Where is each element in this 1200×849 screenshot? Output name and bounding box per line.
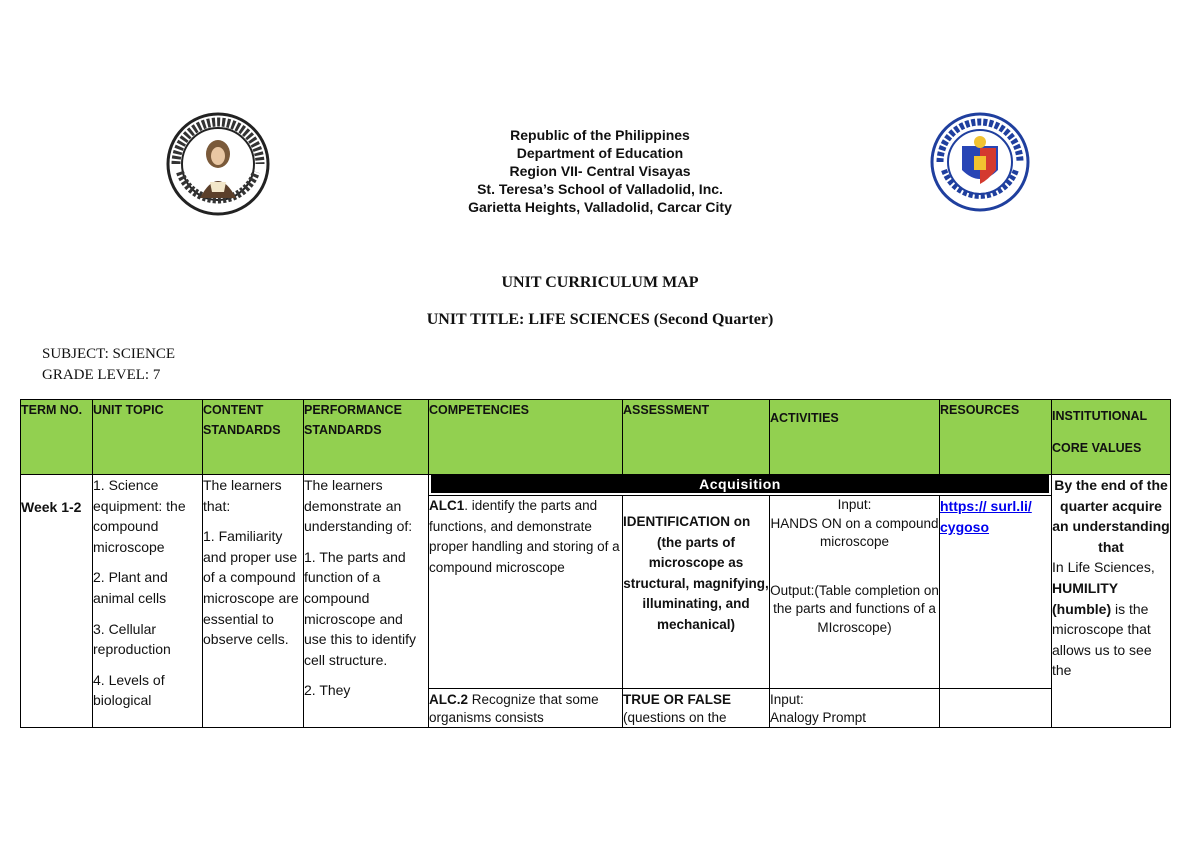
values-body bbox=[1052, 557, 1170, 681]
content-item: 1. Familiarity and proper use of a compound microscope are essential to observe cells. bbox=[203, 528, 299, 648]
header-performance-standards: PERFORMANCE STANDARDS bbox=[304, 400, 429, 475]
unit-topic-cell bbox=[93, 475, 203, 728]
resource-link[interactable]: https:// surl.li/ cygoso bbox=[940, 498, 1032, 535]
topic-item: 3. Cellular reproduction bbox=[93, 620, 171, 658]
unit-title: UNIT TITLE: LIFE SCIENCES (Second Quarter) bbox=[426, 311, 774, 328]
table-header-row bbox=[21, 400, 1171, 475]
activity-input-label: Input: bbox=[770, 692, 804, 707]
acquisition-banner-cell bbox=[429, 475, 1052, 496]
values-post: is the microscope that allows us to see the bbox=[1052, 600, 1152, 679]
competency-code: ALC.2 bbox=[429, 692, 469, 707]
activities-cell bbox=[770, 496, 940, 689]
competency-text: . identify the parts and functions, and demonstrate proper handling and storing of a compound microscope bbox=[429, 498, 620, 575]
header-unit-topic: UNIT TOPIC bbox=[93, 400, 203, 475]
resources-cell bbox=[940, 496, 1052, 689]
activity-input: HANDS ON on a compound microscope bbox=[770, 515, 939, 549]
competency-text: Recognize that some organisms consists bbox=[429, 692, 599, 725]
resources-cell bbox=[940, 689, 1052, 728]
activity-output: Output:(Table completion on the parts and functions of a MIcroscope) bbox=[770, 582, 939, 635]
subject-label: SUBJECT: SCIENCE bbox=[42, 346, 176, 362]
topic-item: 1. Science equipment: the compound microscope bbox=[93, 477, 186, 555]
performance-intro: The learners demonstrate an understanding of: bbox=[304, 477, 413, 535]
header-core-values: INSTITUTIONAL CORE VALUES bbox=[1052, 400, 1171, 475]
activity-input: Analogy Prompt bbox=[770, 710, 867, 725]
header-competencies: COMPETENCIES bbox=[429, 400, 623, 475]
map-title: UNIT CURRICULUM MAP bbox=[501, 274, 699, 291]
deped-seal-logo bbox=[930, 112, 1030, 212]
assessment-detail: (questions on the bbox=[623, 710, 727, 725]
header-term: TERM NO. bbox=[21, 400, 93, 475]
topic-item: 4. Levels of biological bbox=[93, 671, 165, 709]
performance-item: 1. The parts and function of a compound microscope and use this to identify cell structure. bbox=[304, 548, 417, 668]
values-pre: In Life Sciences, bbox=[1052, 559, 1155, 576]
header-line-address: Garietta Heights, Valladolid, Carcar City bbox=[468, 199, 732, 215]
assessment-title: IDENTIFICATION on bbox=[623, 514, 751, 529]
school-seal-logo bbox=[166, 112, 270, 216]
acquisition-banner: Acquisition bbox=[431, 475, 1049, 493]
performance-standards-cell bbox=[304, 475, 429, 728]
header-content-standards: CONTENT STANDARDS bbox=[203, 400, 304, 475]
assessment-title: TRUE OR FALSE bbox=[623, 692, 732, 707]
activity-input-label: Input: bbox=[837, 497, 872, 512]
header-line-school: St. Teresa’s School of Valladolid, Inc. bbox=[477, 181, 723, 197]
competency-cell bbox=[429, 496, 623, 689]
header-line-department: Department of Education bbox=[516, 145, 684, 161]
header-resources: RESOURCES bbox=[940, 400, 1052, 475]
core-values-cell bbox=[1052, 475, 1171, 728]
header-activities: ACTIVITIES bbox=[770, 400, 940, 475]
header-line-republic: Republic of the Philippines bbox=[510, 127, 690, 143]
header-assessment: ASSESSMENT bbox=[623, 400, 770, 475]
assessment-detail: (the parts of microscope as structural, magnifying, illuminating, and mechanical) bbox=[623, 534, 769, 632]
institution-header bbox=[300, 126, 900, 216]
header-line-region: Region VII- Central Visayas bbox=[509, 163, 691, 179]
performance-item: 2. They bbox=[304, 682, 351, 699]
content-standards-cell bbox=[203, 475, 304, 728]
activities-cell bbox=[770, 689, 940, 728]
term-cell: Week 1-2 bbox=[21, 475, 93, 728]
grade-level-label: GRADE LEVEL: 7 bbox=[42, 367, 161, 383]
content-intro: The learners that: bbox=[203, 477, 282, 514]
table-row bbox=[21, 475, 1171, 496]
values-humility: HUMILITY (humble) bbox=[1052, 579, 1118, 617]
assessment-cell bbox=[623, 689, 770, 728]
values-lead: By the end of the quarter acquire an understanding that bbox=[1052, 477, 1170, 555]
topic-item: 2. Plant and animal cells bbox=[93, 569, 168, 606]
competency-code: ALC1 bbox=[429, 498, 465, 513]
assessment-cell bbox=[623, 496, 770, 689]
curriculum-map-table bbox=[20, 399, 1171, 728]
course-meta bbox=[42, 344, 175, 386]
competency-cell bbox=[429, 689, 623, 728]
